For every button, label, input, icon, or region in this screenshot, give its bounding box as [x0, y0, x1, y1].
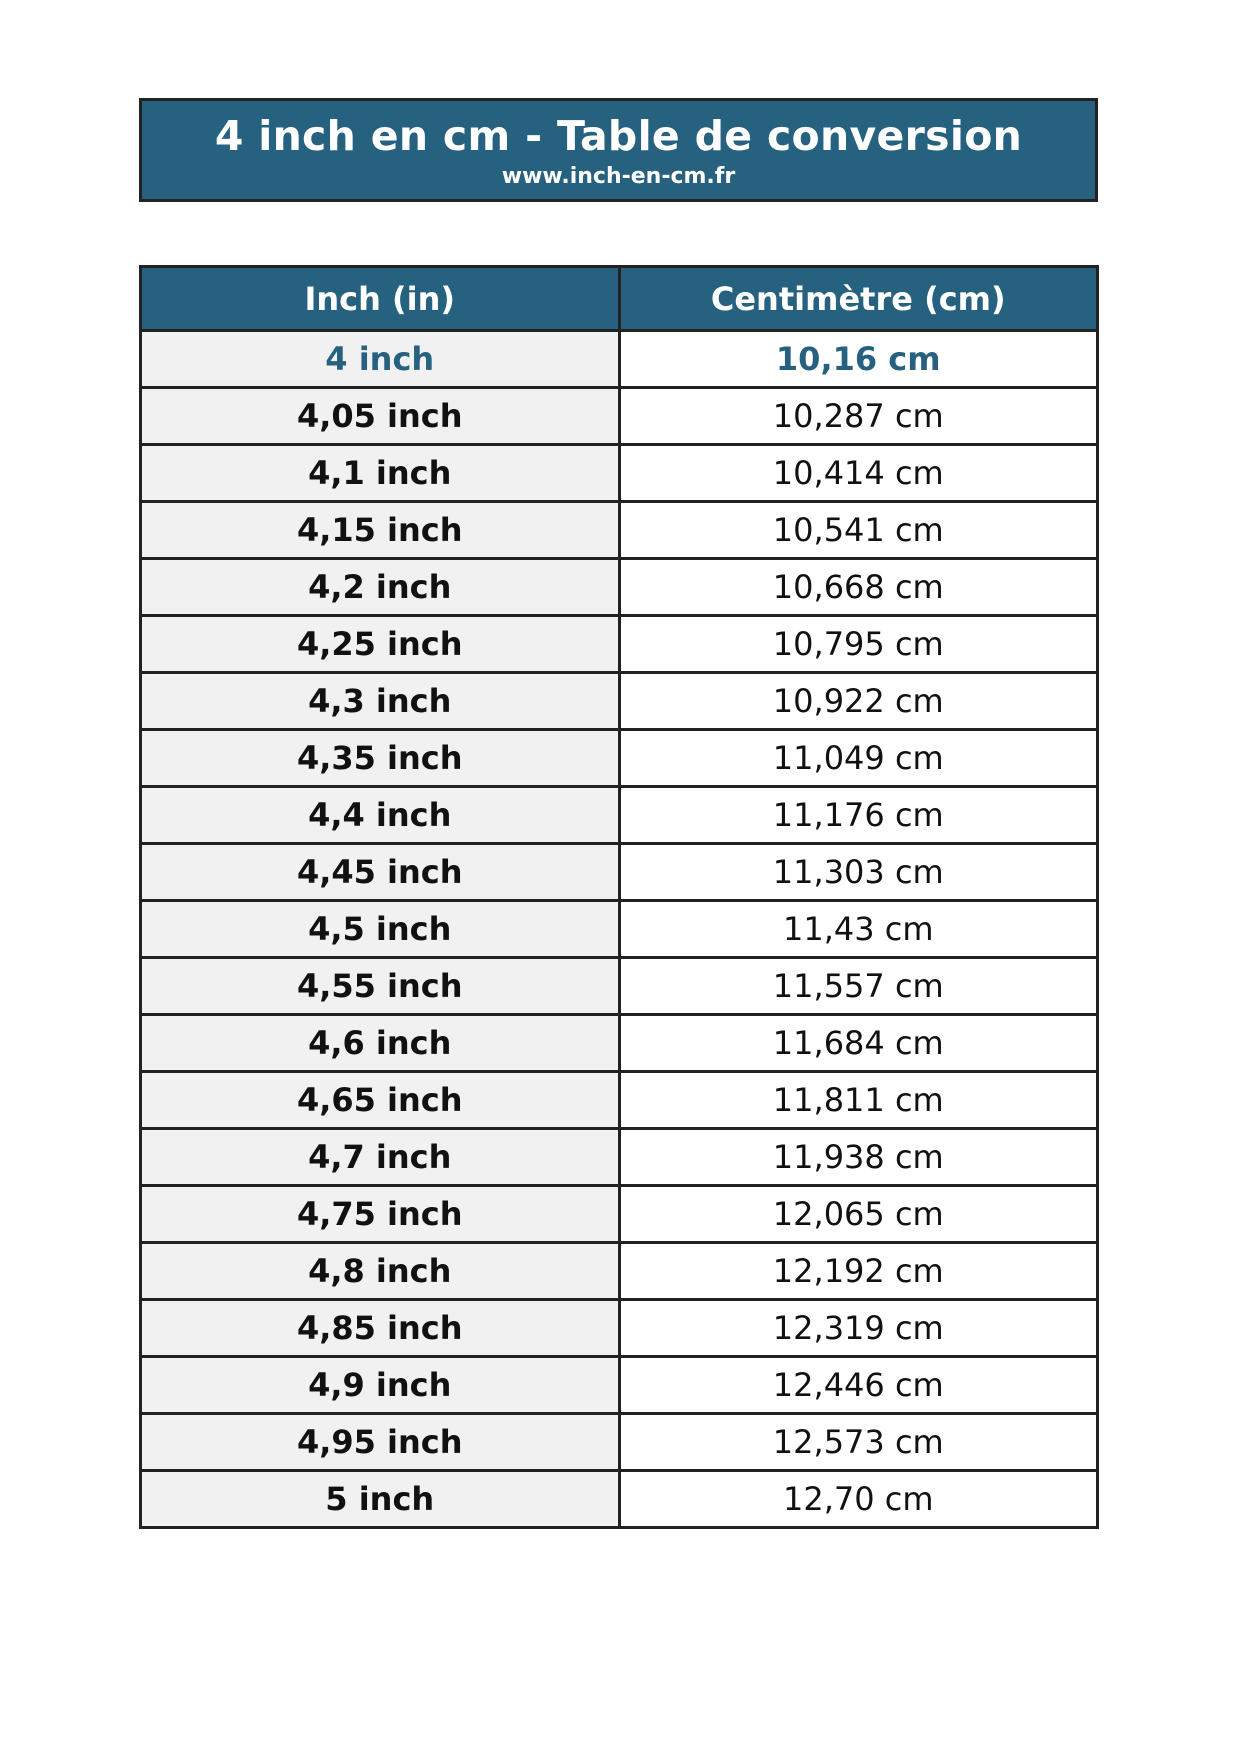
inch-value-cell: 4,2 inch: [141, 559, 620, 616]
cm-value-cell: 10,287 cm: [619, 388, 1098, 445]
table-row: [141, 730, 1098, 787]
inch-value-cell: 4,95 inch: [141, 1414, 620, 1471]
table-row: [141, 1414, 1098, 1471]
inch-value-cell: 4,55 inch: [141, 958, 620, 1015]
inch-value-cell: 4,9 inch: [141, 1357, 620, 1414]
table-row: [141, 559, 1098, 616]
table-row: [141, 901, 1098, 958]
website-url: www.inch-en-cm.fr: [501, 164, 736, 189]
table-row: [141, 844, 1098, 901]
table-row: [141, 787, 1098, 844]
table-row: [141, 1243, 1098, 1300]
inch-value-cell: 4 inch: [141, 331, 620, 388]
cm-value-cell: 11,938 cm: [619, 1129, 1098, 1186]
inch-value-cell: 4,4 inch: [141, 787, 620, 844]
cm-value-cell: 11,43 cm: [619, 901, 1098, 958]
cm-value-cell: 10,795 cm: [619, 616, 1098, 673]
cm-value-cell: 11,557 cm: [619, 958, 1098, 1015]
cm-value-cell: 11,176 cm: [619, 787, 1098, 844]
table-row: [141, 1072, 1098, 1129]
column-header-cm: Centimètre (cm): [619, 267, 1098, 331]
cm-value-cell: 11,049 cm: [619, 730, 1098, 787]
page-title: 4 inch en cm - Table de conversion: [214, 112, 1023, 160]
cm-value-cell: 11,811 cm: [619, 1072, 1098, 1129]
cm-value-cell: 10,541 cm: [619, 502, 1098, 559]
cm-value-cell: 12,065 cm: [619, 1186, 1098, 1243]
table-header-row: [141, 267, 1098, 331]
column-header-inch: Inch (in): [141, 267, 620, 331]
table-row: [141, 958, 1098, 1015]
inch-value-cell: 4,85 inch: [141, 1300, 620, 1357]
inch-value-cell: 4,7 inch: [141, 1129, 620, 1186]
table-row: [141, 388, 1098, 445]
inch-value-cell: 4,65 inch: [141, 1072, 620, 1129]
cm-value-cell: 10,668 cm: [619, 559, 1098, 616]
inch-value-cell: 4,25 inch: [141, 616, 620, 673]
cm-value-cell: 12,573 cm: [619, 1414, 1098, 1471]
inch-value-cell: 5 inch: [141, 1471, 620, 1528]
table-row: [141, 1300, 1098, 1357]
inch-value-cell: 4,1 inch: [141, 445, 620, 502]
table-row: [141, 1186, 1098, 1243]
title-banner: [139, 98, 1098, 202]
table-row: [141, 1015, 1098, 1072]
cm-value-cell: 10,16 cm: [619, 331, 1098, 388]
table-row: [141, 1129, 1098, 1186]
inch-value-cell: 4,6 inch: [141, 1015, 620, 1072]
table-body: [141, 331, 1098, 1528]
cm-value-cell: 11,684 cm: [619, 1015, 1098, 1072]
inch-value-cell: 4,15 inch: [141, 502, 620, 559]
table-row: [141, 1471, 1098, 1528]
inch-value-cell: 4,05 inch: [141, 388, 620, 445]
conversion-table: [139, 265, 1099, 1529]
table-row-highlighted: [141, 331, 1098, 388]
cm-value-cell: 10,922 cm: [619, 673, 1098, 730]
inch-value-cell: 4,5 inch: [141, 901, 620, 958]
table-row: [141, 616, 1098, 673]
cm-value-cell: 10,414 cm: [619, 445, 1098, 502]
cm-value-cell: 12,70 cm: [619, 1471, 1098, 1528]
cm-value-cell: 12,446 cm: [619, 1357, 1098, 1414]
inch-value-cell: 4,3 inch: [141, 673, 620, 730]
inch-value-cell: 4,75 inch: [141, 1186, 620, 1243]
cm-value-cell: 11,303 cm: [619, 844, 1098, 901]
inch-value-cell: 4,8 inch: [141, 1243, 620, 1300]
cm-value-cell: 12,319 cm: [619, 1300, 1098, 1357]
cm-value-cell: 12,192 cm: [619, 1243, 1098, 1300]
table-row: [141, 673, 1098, 730]
table-row: [141, 445, 1098, 502]
table-row: [141, 1357, 1098, 1414]
table-row: [141, 502, 1098, 559]
inch-value-cell: 4,45 inch: [141, 844, 620, 901]
inch-value-cell: 4,35 inch: [141, 730, 620, 787]
